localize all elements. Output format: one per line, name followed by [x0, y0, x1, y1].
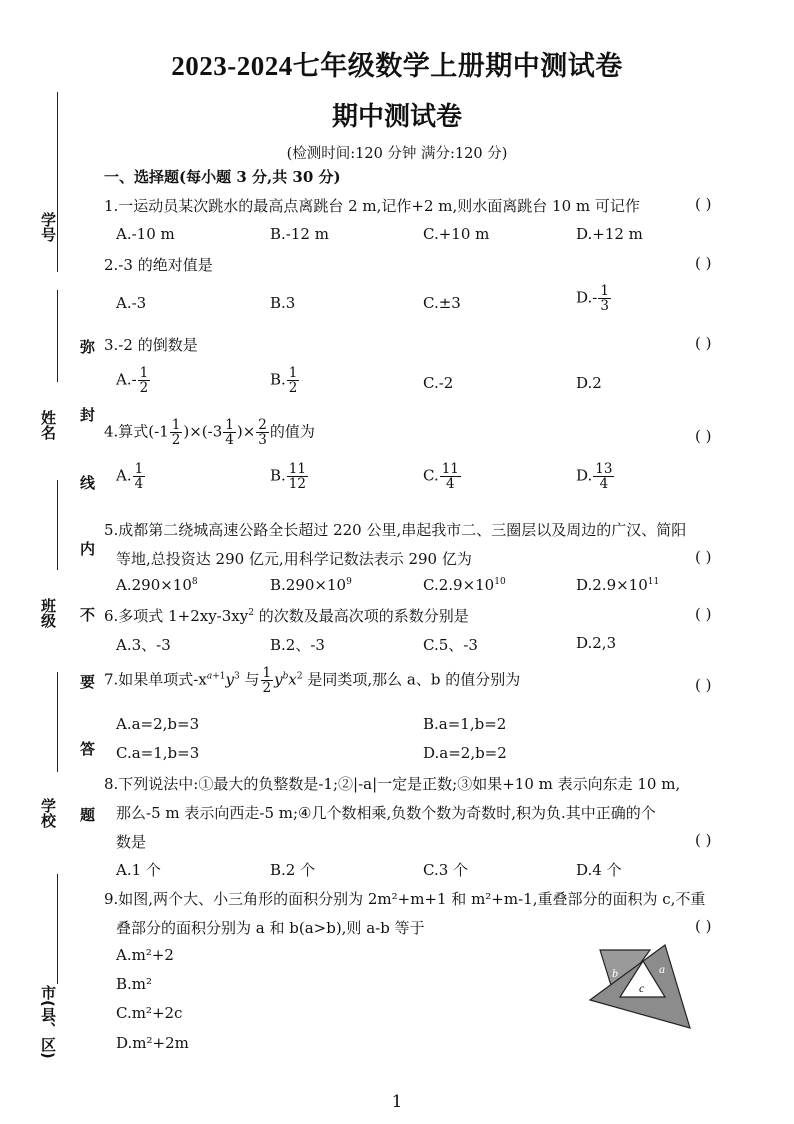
option-c: C.m²+2c — [116, 1004, 183, 1022]
option-d — [576, 284, 612, 313]
question-5-line-1: 5.成都第二绕城高速公路全长超过 220 公里,串起我市二、三圈层以及周边的广汉、简阳 — [104, 521, 687, 539]
seal-char: 不 — [80, 606, 96, 624]
answer-blank[interactable]: ( ) — [695, 427, 712, 445]
q4-text: 的值为 — [269, 422, 315, 441]
triangles-figure — [585, 940, 695, 1030]
exponent: 11 — [647, 577, 660, 587]
option-a — [116, 366, 151, 395]
option-b-text: B.290×10 — [270, 576, 347, 594]
option-a — [116, 462, 146, 491]
seal-char: 封 — [80, 406, 96, 424]
option-d: D.4 个 — [576, 861, 622, 879]
seal-char: 要 — [80, 673, 96, 691]
label-a: a — [659, 962, 665, 976]
fraction: $\frac{13}{4}$ — [595, 461, 613, 493]
exponent: 2 — [296, 671, 303, 682]
question-6-stem — [104, 605, 469, 626]
question-9-line-2: 叠部分的面积分别为 a 和 b(a>b),则 a-b 等于 — [116, 919, 425, 937]
option-d — [576, 462, 615, 491]
q4-text: )×(-3 — [183, 422, 223, 441]
option-c: C.±3 — [423, 294, 461, 312]
answer-blank[interactable]: ( ) — [695, 195, 712, 213]
question-8-line-2: 那么-5 m 表示向西走-5 m;④几个数相乘,负数个数为奇数时,积为负.其中正确的个 — [116, 804, 656, 822]
option-a: A.-10 m — [116, 225, 175, 243]
question-1-stem: 1.一运动员某次跳水的最高点离跳台 2 m,记作+2 m,则水面离跳台 10 m 可记作 — [104, 197, 640, 215]
option-d-prefix: D. — [576, 466, 593, 485]
seal-char: 弥 — [80, 338, 96, 356]
student-id-label: 学号 — [39, 212, 57, 242]
question-3-stem: 3.-2 的倒数是 — [104, 336, 198, 354]
question-8-line-3: 数是 — [116, 833, 147, 851]
answer-blank[interactable]: ( ) — [695, 334, 712, 352]
option-a-text: A.290×10 — [116, 576, 192, 594]
option-c-text: C.2.9×10 — [423, 576, 495, 594]
answer-blank[interactable]: ( ) — [695, 254, 712, 272]
seal-char: 答 — [80, 740, 96, 758]
option-d: D.+12 m — [576, 225, 643, 243]
fraction: $\frac{1}{3}$ — [600, 283, 609, 315]
exponent: a+1 — [206, 671, 226, 682]
question-5-line-2: 等地,总投资达 290 亿元,用科学记数法表示 290 亿为 — [116, 550, 472, 568]
exam-meta: (检测时间:120 分钟 满分:120 分) — [286, 146, 508, 162]
option-c — [423, 576, 506, 594]
seal-char: 内 — [80, 540, 96, 558]
option-c: C.+10 m — [423, 225, 490, 243]
option-a: A.m²+2 — [116, 946, 174, 964]
fraction: $\frac{11}{4}$ — [441, 461, 459, 493]
label-c: c — [639, 981, 645, 995]
option-d — [576, 576, 659, 594]
option-b: B.a=1,b=2 — [423, 715, 507, 733]
question-7-stem: 7.如果单项式$-x^{a+1}y^3$ 与 $\frac{1}{2}$ $y^bx^2$ 是同类项,那么 a、b 的值分别为 — [104, 665, 521, 697]
option-b-prefix: B. — [270, 466, 286, 485]
answer-blank[interactable]: ( ) — [695, 676, 712, 694]
fraction: $\frac{2}{3}$ — [258, 417, 267, 449]
question-9-line-1: 9.如图,两个大、小三角形的面积分别为 2m²+m+1 和 m²+m-1,重叠部分的面积为 c,不重 — [104, 890, 706, 908]
q7-text: 7.如果单项式-x — [104, 670, 207, 689]
binding-line — [57, 480, 58, 570]
option-c-prefix: C. — [423, 466, 439, 485]
page-title: 2023-2024七年级数学上册期中测试卷 — [171, 51, 623, 81]
option-b: B.2 个 — [270, 861, 316, 879]
option-a-prefix: A. — [116, 466, 132, 485]
option-c — [423, 462, 462, 491]
option-b: B.-12 m — [270, 225, 329, 243]
binding-line — [57, 874, 58, 984]
exponent: 2 — [248, 608, 254, 618]
option-b — [270, 366, 300, 395]
option-b: B.m² — [116, 975, 153, 993]
exponent: b — [282, 671, 289, 682]
option-c: C.-2 — [423, 374, 454, 392]
label-b: b — [612, 966, 618, 980]
option-b: B.2、-3 — [270, 636, 325, 654]
seal-char: 线 — [80, 474, 96, 492]
section-heading: 一、选择题(每小题 3 分,共 30 分) — [104, 168, 341, 186]
q4-text: 4.算式(-1 — [104, 422, 169, 441]
fraction: $\frac{1}{2}$ — [262, 665, 272, 697]
binding-line — [57, 92, 58, 272]
option-b — [270, 462, 309, 491]
class-label: 班级 — [39, 598, 57, 628]
option-a: A.1 个 — [116, 861, 161, 879]
answer-blank[interactable]: ( ) — [695, 548, 712, 566]
exponent: 10 — [494, 577, 506, 587]
option-d-text: D.2.9×10 — [576, 576, 648, 594]
question-2-stem: 2.-3 的绝对值是 — [104, 256, 213, 274]
fraction: $\frac{1}{4}$ — [134, 461, 144, 493]
exponent: 8 — [191, 577, 198, 587]
option-a — [116, 576, 198, 594]
q7-text: 与 — [244, 670, 260, 689]
option-d: D.2 — [576, 374, 602, 392]
q6-text: 6.多项式 1+2xy-3xy — [104, 607, 249, 625]
question-8-line-1: 8.下列说法中:①最大的负整数是-1;②|-a|一定是正数;③如果+10 m 表示向东走 10 m, — [104, 775, 681, 793]
option-c: C.5、-3 — [423, 636, 478, 654]
binding-line — [57, 290, 58, 382]
option-d-prefix: D.- — [576, 288, 598, 307]
answer-blank[interactable]: ( ) — [695, 605, 712, 623]
name-label: 姓名 — [39, 410, 57, 440]
option-b-prefix: B. — [270, 370, 286, 389]
option-c: C.3 个 — [423, 861, 469, 879]
answer-blank[interactable]: ( ) — [695, 917, 712, 935]
option-a: A.3、-3 — [116, 636, 171, 654]
district-label: 市(县、区) — [39, 985, 57, 1059]
fraction: $\frac{1}{2}$ — [139, 365, 149, 397]
q4-text: )× — [236, 422, 256, 441]
option-d: D.a=2,b=2 — [423, 744, 507, 762]
binding-line — [57, 672, 58, 772]
option-a: A.-3 — [116, 294, 147, 312]
q6-text: 的次数及最高次项的系数分别是 — [253, 607, 469, 625]
answer-blank[interactable]: ( ) — [695, 831, 712, 849]
option-a: A.a=2,b=3 — [116, 715, 200, 733]
option-c: C.a=1,b=3 — [116, 744, 200, 762]
page-subtitle: 期中测试卷 — [331, 102, 462, 132]
page-number: 1 — [391, 1092, 403, 1112]
option-b: B.3 — [270, 294, 296, 312]
option-a-prefix: A.- — [116, 370, 137, 389]
option-d: D.m²+2m — [116, 1034, 189, 1052]
q7-text: 是同类项,那么 a、b 的值分别为 — [307, 670, 521, 689]
exponent: 9 — [346, 577, 352, 587]
fraction: $\frac{1}{4}$ — [225, 417, 234, 449]
exponent: 3 — [233, 671, 240, 682]
question-4-stem — [104, 418, 315, 447]
option-b — [270, 576, 352, 594]
option-d: D.2,3 — [576, 634, 617, 652]
fraction: $\frac{1}{2}$ — [288, 365, 298, 397]
fraction: $\frac{11}{12}$ — [288, 461, 306, 493]
seal-char: 题 — [80, 806, 96, 824]
school-label: 学校 — [39, 798, 57, 828]
fraction: $\frac{1}{2}$ — [171, 417, 181, 449]
